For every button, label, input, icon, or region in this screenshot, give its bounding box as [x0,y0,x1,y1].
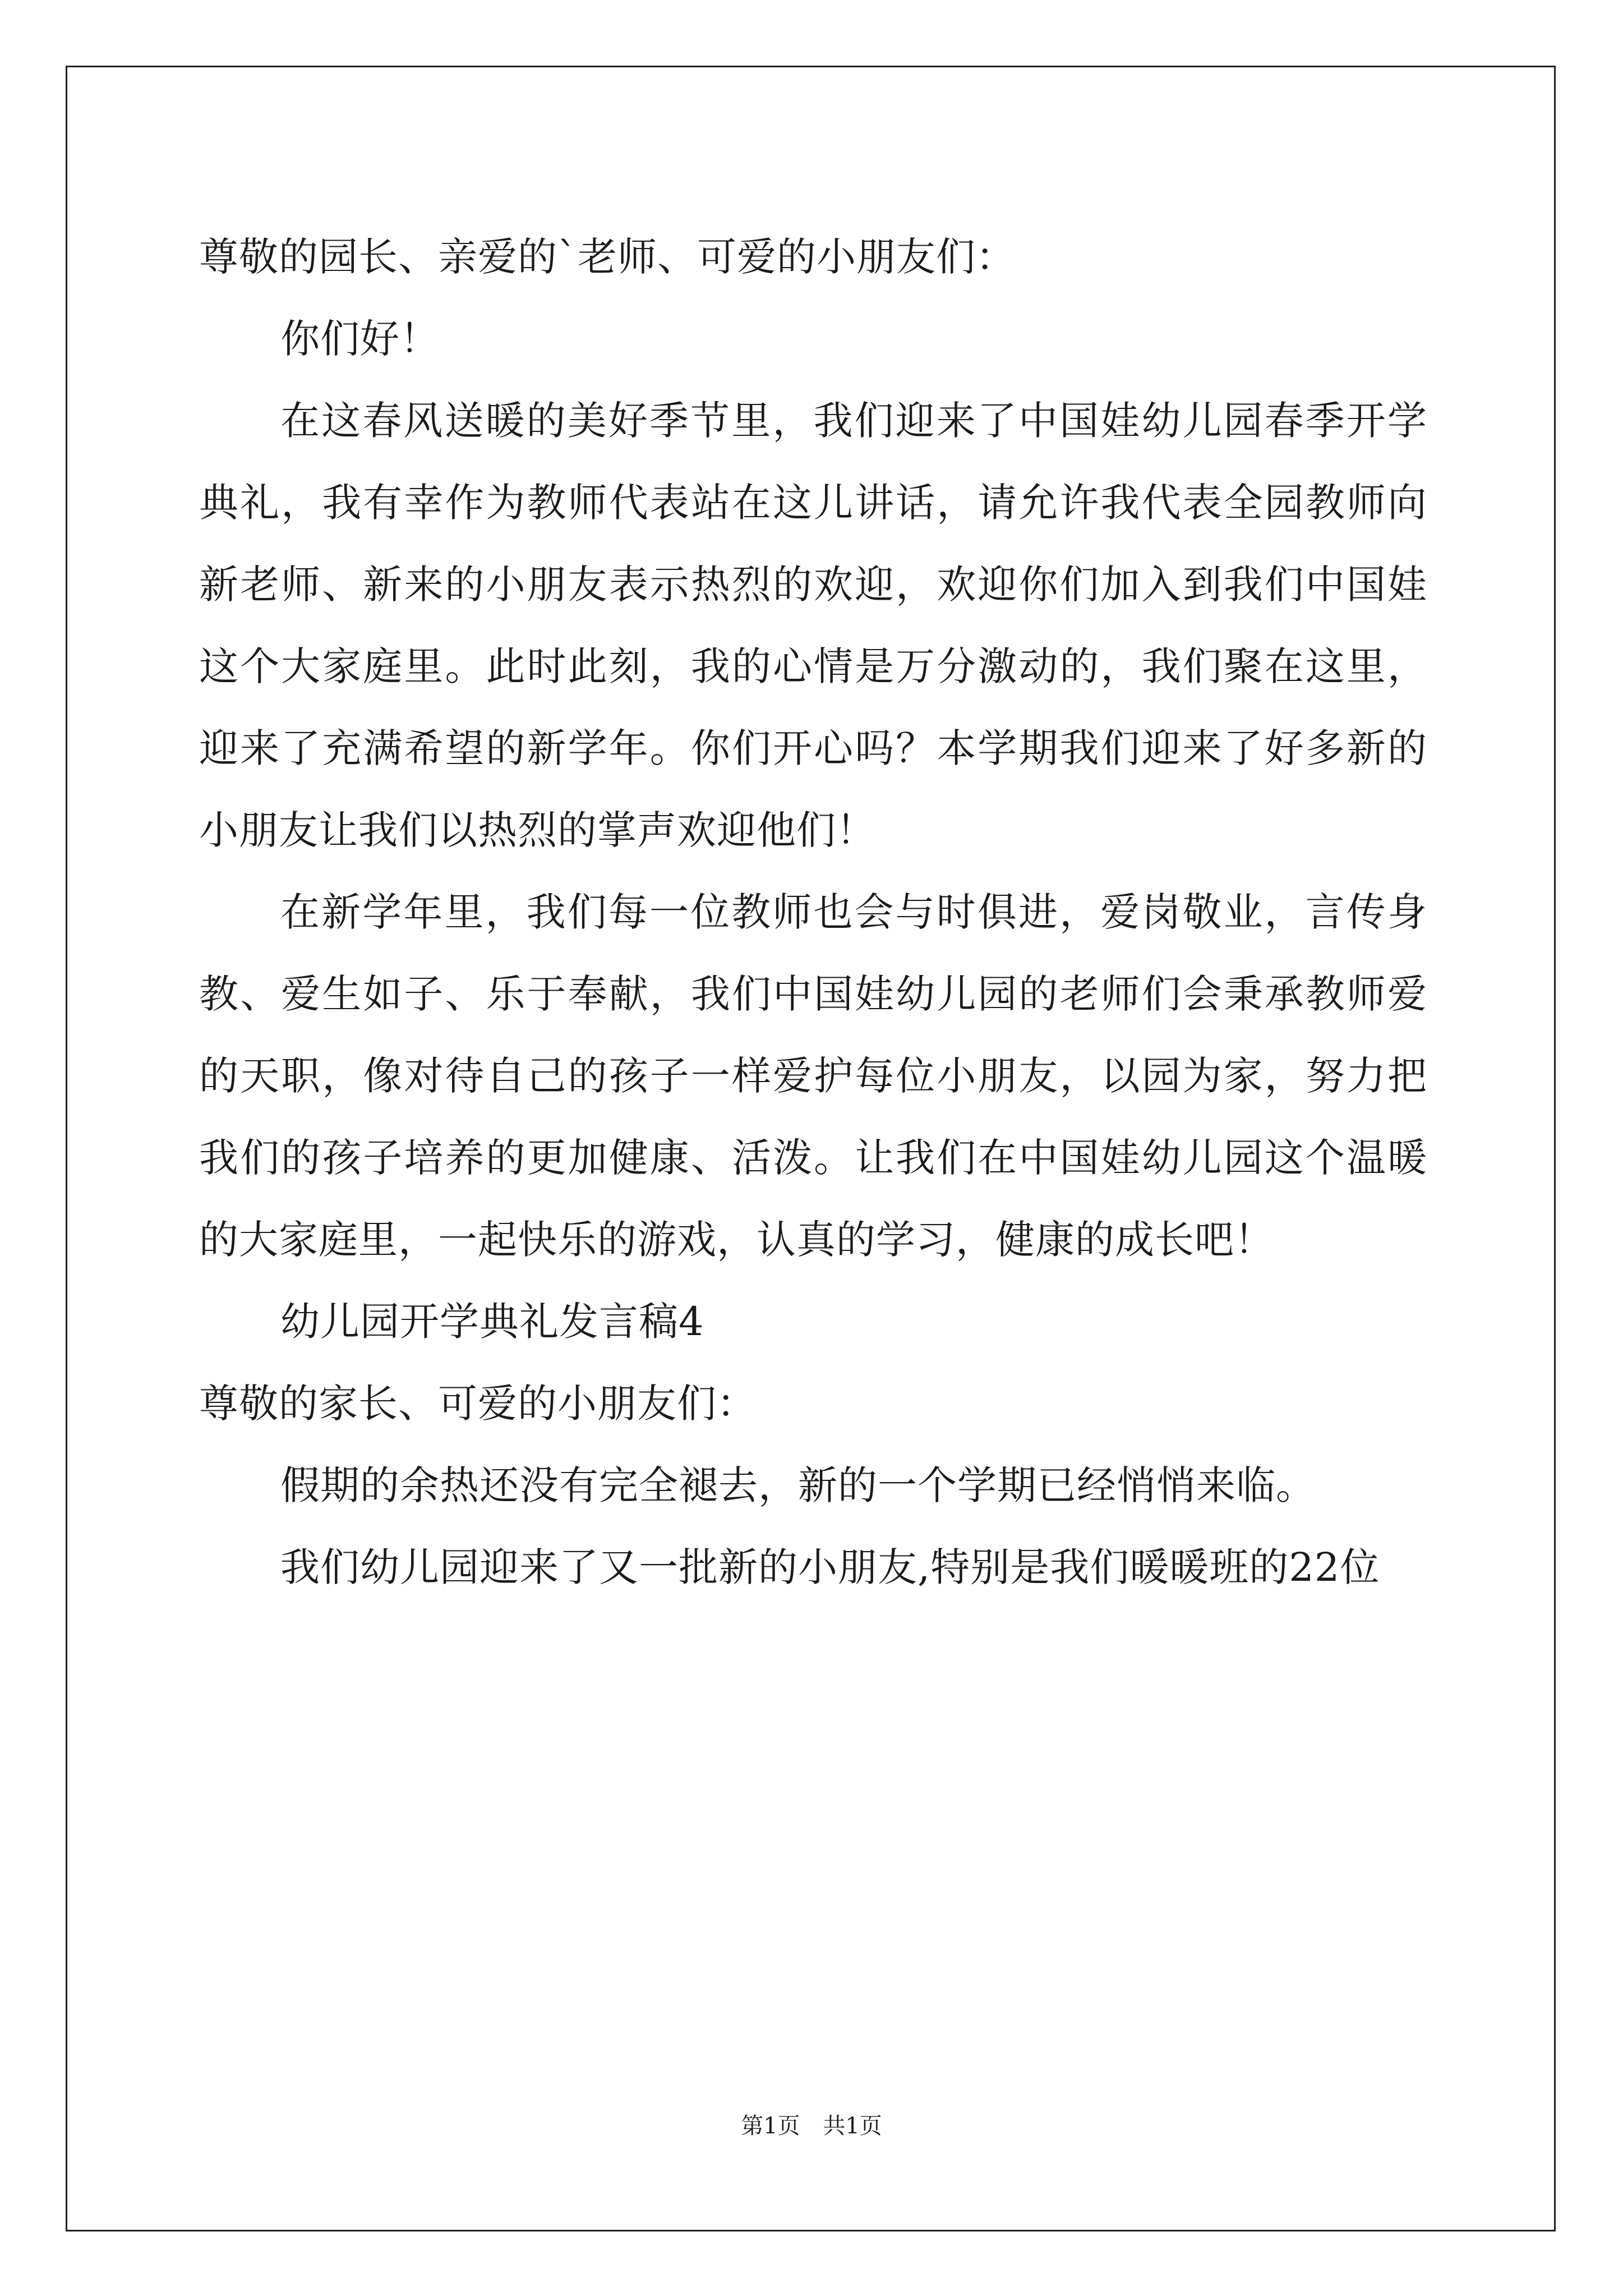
paragraph-welcome: 在这春风送暖的美好季节里，我们迎来了中国娃幼儿园春季开学典礼，我有幸作为教师代表站在这儿讲话，请允许我代表全园教师向新老师、新来的小朋友表示热烈的欢迎，欢迎你们加入到我们中国娃这个大家庭里。此时此刻，我的心情是万分激动的，我们聚在这里，迎来了充满希望的新学年。你们开心吗？本学期我们迎来了好多新的小朋友让我们以热烈的掌声欢迎他们！ [199,398,1427,853]
page-number: 第1页 [741,2113,800,2139]
paragraph-new-year: 在新学年里，我们每一位教师也会与时俱进，爱岗敬业，言传身教、爱生如子、乐于奉献，我们中国娃幼儿园的老师们会秉承教师爱的天职，像对待自己的孩子一样爱护每位小朋友，以园为家，努力把我们的孩子培养的更加健康、活泼。让我们在中国娃幼儿园这个温暖的大家庭里，一起快乐的游戏，认真的学习，健康的成长吧！ [199,889,1427,1263]
salutation-principal: 尊敬的园长、亲爱的`老师、可爱的小朋友们： [199,234,1016,280]
section-heading: 幼儿园开学典礼发言稿4 [280,1299,704,1345]
paragraph-holiday: 假期的余热还没有完全褪去，新的一个学期已经悄悄来临。 [280,1462,1316,1508]
page-footer [0,2108,1623,2140]
greeting: 你们好！ [280,316,440,362]
salutation-parents: 尊敬的家长、可爱的小朋友们： [199,1381,757,1427]
document-body [199,216,1427,1608]
paragraph-new-children: 我们幼儿园迎来了又一批新的小朋友,特别是我们暖暖班的22位 [280,1544,1380,1590]
page-total: 共1页 [823,2113,882,2139]
